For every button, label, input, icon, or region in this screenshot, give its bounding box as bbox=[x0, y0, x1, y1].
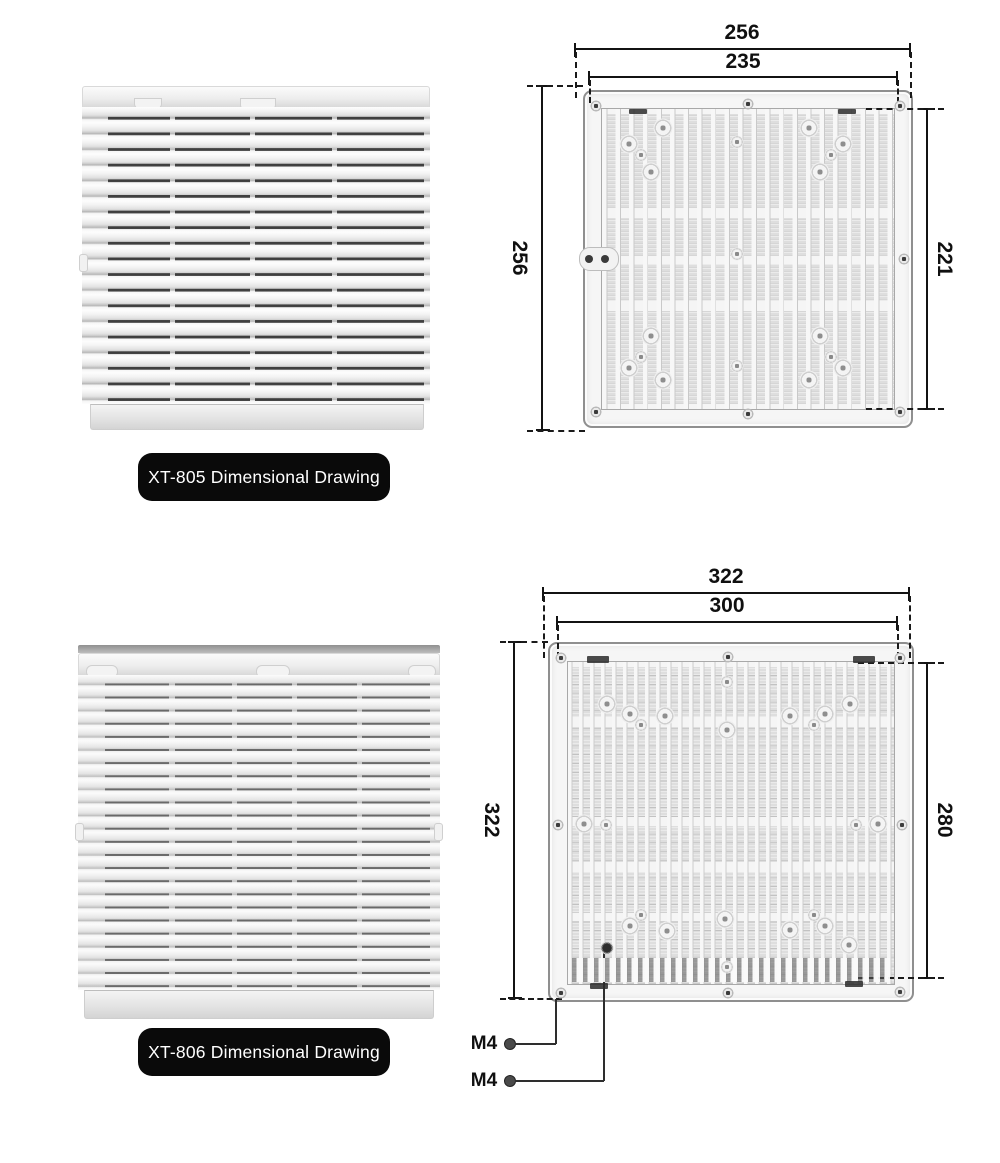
screw-boss bbox=[654, 371, 673, 390]
screw-icon bbox=[591, 407, 602, 418]
screw-boss bbox=[635, 351, 648, 364]
frame-clip bbox=[845, 981, 863, 987]
xt806-base bbox=[84, 990, 434, 1019]
extension-line bbox=[589, 80, 591, 103]
xt806-front-photo bbox=[78, 645, 440, 1017]
louver-slot-column bbox=[105, 675, 169, 990]
screw-boss bbox=[781, 707, 800, 726]
screw-boss bbox=[731, 360, 744, 373]
side-clip bbox=[75, 823, 84, 841]
screw-boss bbox=[635, 149, 648, 162]
xt806-badge bbox=[138, 1028, 390, 1076]
screw-icon bbox=[743, 409, 754, 420]
screw-icon bbox=[895, 653, 906, 664]
screw-icon bbox=[895, 407, 906, 418]
xt805-base bbox=[90, 404, 424, 430]
xt806-callout-m4-2: M4 bbox=[470, 1070, 498, 1091]
side-clip bbox=[434, 823, 443, 841]
xt805-drawing-panel bbox=[583, 90, 913, 428]
extension-line bbox=[543, 596, 545, 658]
screw-icon bbox=[743, 99, 754, 110]
louver-slot-column bbox=[255, 107, 332, 404]
xt806-dim-inner-width-label: 300 bbox=[709, 594, 745, 617]
screw-boss bbox=[600, 819, 613, 832]
screw-boss bbox=[825, 351, 838, 364]
screw-boss bbox=[635, 909, 648, 922]
screw-boss bbox=[808, 719, 821, 732]
xt806-top-strip bbox=[78, 645, 440, 653]
louver-slot-column bbox=[237, 675, 292, 990]
screw-icon bbox=[897, 820, 908, 831]
leader-line bbox=[555, 999, 557, 1044]
screw-boss bbox=[731, 248, 744, 261]
screw-boss bbox=[811, 163, 830, 182]
screw-icon bbox=[895, 101, 906, 112]
xt806-dim-outer-width-label: 322 bbox=[708, 565, 744, 588]
side-clip bbox=[79, 254, 88, 272]
extension-line bbox=[910, 52, 912, 98]
xt806-badge-label: XT-806 Dimensional Drawing bbox=[148, 1041, 380, 1062]
xt805-badge-label: XT-805 Dimensional Drawing bbox=[148, 466, 380, 487]
louver-slot-column bbox=[175, 675, 232, 990]
screw-boss bbox=[642, 163, 661, 182]
extension-line bbox=[527, 85, 583, 87]
screw-icon bbox=[553, 820, 564, 831]
xt805-dim-inner-width-label: 235 bbox=[725, 50, 761, 73]
screw-boss bbox=[718, 721, 737, 740]
screw-boss bbox=[850, 819, 863, 832]
screw-boss bbox=[654, 119, 673, 138]
screw-boss bbox=[781, 921, 800, 940]
screw-boss bbox=[800, 119, 819, 138]
xt805-front-photo bbox=[82, 86, 430, 428]
dimension-line bbox=[589, 76, 897, 78]
screw-boss bbox=[721, 676, 734, 689]
extension-line bbox=[500, 641, 548, 643]
screw-boss bbox=[642, 327, 661, 346]
extension-line bbox=[909, 596, 911, 658]
screw-boss bbox=[825, 149, 838, 162]
screw-boss bbox=[840, 936, 859, 955]
dimension-line bbox=[513, 642, 515, 998]
screw-icon bbox=[723, 652, 734, 663]
extension-line bbox=[575, 52, 577, 98]
screw-boss bbox=[656, 707, 675, 726]
screw-boss bbox=[635, 719, 648, 732]
screw-icon bbox=[895, 987, 906, 998]
louver-slot-column bbox=[337, 107, 424, 404]
screw-boss bbox=[800, 371, 819, 390]
dimension-line bbox=[926, 663, 928, 978]
louver-slot-column bbox=[108, 107, 170, 404]
grill-band bbox=[602, 301, 894, 311]
screw-icon bbox=[591, 101, 602, 112]
grill-band bbox=[568, 862, 894, 872]
extension-line bbox=[866, 108, 944, 110]
screw-icon bbox=[556, 988, 567, 999]
frame-clip bbox=[853, 656, 875, 663]
m4-screw-hole bbox=[601, 942, 614, 955]
xt806-dim-inner-height-label: 280 bbox=[933, 802, 956, 838]
extension-line bbox=[500, 998, 562, 1000]
louver-slot-column bbox=[297, 675, 357, 990]
xt805-dim-outer-width-label: 256 bbox=[724, 21, 760, 44]
grill-band bbox=[568, 662, 894, 667]
screw-boss bbox=[834, 359, 853, 378]
leader-line bbox=[515, 1080, 604, 1082]
screw-boss bbox=[731, 136, 744, 149]
xt806-drawing-panel bbox=[548, 642, 914, 1002]
screw-icon bbox=[723, 988, 734, 999]
screw-boss bbox=[811, 327, 830, 346]
screw-boss bbox=[575, 815, 594, 834]
frame-clip bbox=[629, 109, 647, 114]
xt806-dim-outer-height-label: 322 bbox=[480, 802, 503, 838]
screw-icon bbox=[556, 653, 567, 664]
grill-band bbox=[602, 208, 894, 218]
xt805-louver-grille bbox=[82, 107, 430, 404]
leader-line bbox=[515, 1043, 556, 1045]
screw-boss bbox=[869, 815, 888, 834]
frame-clip bbox=[587, 656, 609, 663]
mid-mount-ear bbox=[579, 247, 619, 271]
xt805-badge bbox=[138, 453, 390, 501]
dimension-line bbox=[557, 621, 897, 623]
screw-boss bbox=[808, 909, 821, 922]
xt805-dim-outer-height-label: 256 bbox=[508, 240, 531, 276]
screw-boss bbox=[841, 695, 860, 714]
xt805-dim-inner-height-label: 221 bbox=[933, 241, 956, 277]
xt806-louver-grille bbox=[78, 675, 440, 990]
frame-clip bbox=[590, 983, 608, 989]
screw-boss bbox=[658, 922, 677, 941]
grill-band bbox=[568, 817, 894, 826]
dimension-line bbox=[541, 86, 543, 430]
grill-band bbox=[602, 256, 894, 264]
dimension-line bbox=[926, 109, 928, 409]
screw-icon bbox=[899, 254, 910, 265]
louver-slot-column bbox=[362, 675, 430, 990]
xt806-callout-m4-1: M4 bbox=[470, 1033, 498, 1054]
screw-boss bbox=[598, 695, 617, 714]
frame-clip bbox=[838, 109, 856, 114]
extension-line bbox=[527, 430, 585, 432]
louver-slot-column bbox=[175, 107, 250, 404]
screw-boss bbox=[716, 910, 735, 929]
screw-boss bbox=[721, 961, 734, 974]
